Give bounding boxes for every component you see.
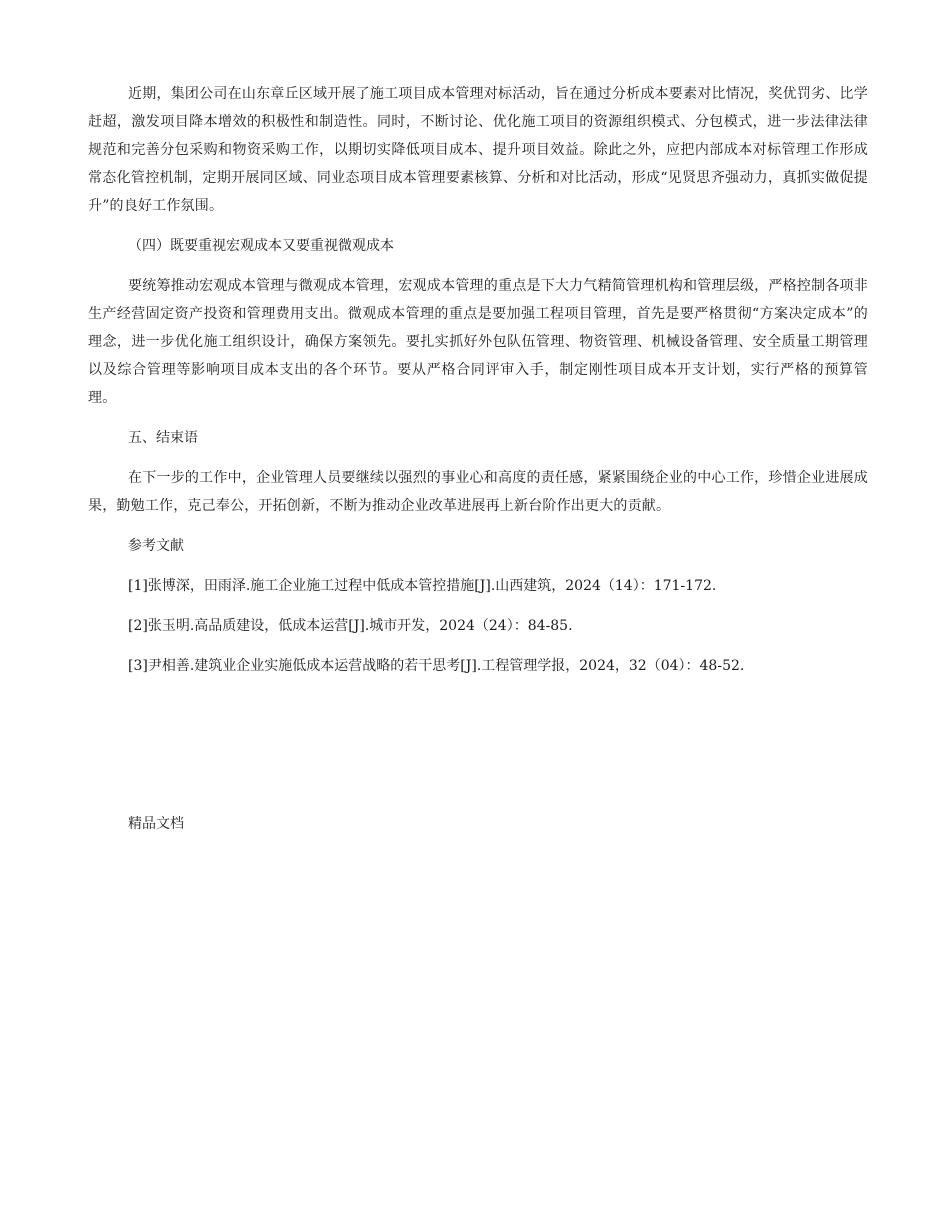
- paragraph-macro-micro-cost: 要统筹推动宏观成本管理与微观成本管理，宏观成本管理的重点是下大力气精简管理机构和管理层级，严格控制各项非生产经营固定资产投资和管理费用支出。微观成本管理的重点是要加强工程项目管理，首先是要严格贯彻“方案决定成本”的理念，进一步优化施工组织设计，确保方案领先。要扎实抓好外包队伍管理、物资管理、机械设备管理、安全质量工期管理以及综合管理等影响项目成本支出的各个环节。要从严格合同评审入手，制定刚性项目成本开支计划，实行严格的预算管理。: [88, 278, 868, 406]
- paragraph-benchmarking: 近期，集团公司在山东章丘区域开展了施工项目成本管理对标活动，旨在通过分析成本要素对比情况，奖优罚劣、比学赶超，激发项目降本增效的积极性和制造性。同时，不断讨论、优化施工项目的资源组织模式、分包模式，进一步法律法律规范和完善分包采购和物资采购工作，以期切实降低项目成本、提升项目效益。除此之外，应把内部成本对标管理工作形成常态化管控机制，定期开展同区域、同业态项目成本管理要素核算、分析和对比活动，形成“见贤思齐强动力，真抓实做促提升”的良好工作氛围。: [88, 86, 868, 214]
- section-heading-5: 五、结束语: [128, 430, 198, 446]
- document-page: [88, 80, 868, 680]
- reference-item-3: [3]尹相善.建筑业企业实施低成本运营战略的若干思考[J].工程管理学报，2024，32（04）：48-52.: [128, 658, 745, 674]
- paragraph-conclusion: 在下一步的工作中，企业管理人员要继续以强烈的事业心和高度的责任感，紧紧围绕企业的中心工作，珍惜企业进展成果，勤勉工作，克己奉公，开拓创新，不断为推动企业改革进展再上新台阶作出更大的贡献。: [88, 470, 868, 514]
- references-title: 参考文献: [128, 538, 184, 554]
- footer-note: 精品文档: [128, 816, 184, 832]
- section-heading-4: （四）既要重视宏观成本又要重视微观成本: [128, 238, 394, 254]
- reference-item-1: [1]张博深，田雨泽.施工企业施工过程中低成本管控措施[J].山西建筑，2024（14）：171-172.: [128, 578, 717, 594]
- reference-item-2: [2]张玉明.高品质建设，低成本运营[J].城市开发，2024（24）：84-85.: [128, 618, 573, 634]
